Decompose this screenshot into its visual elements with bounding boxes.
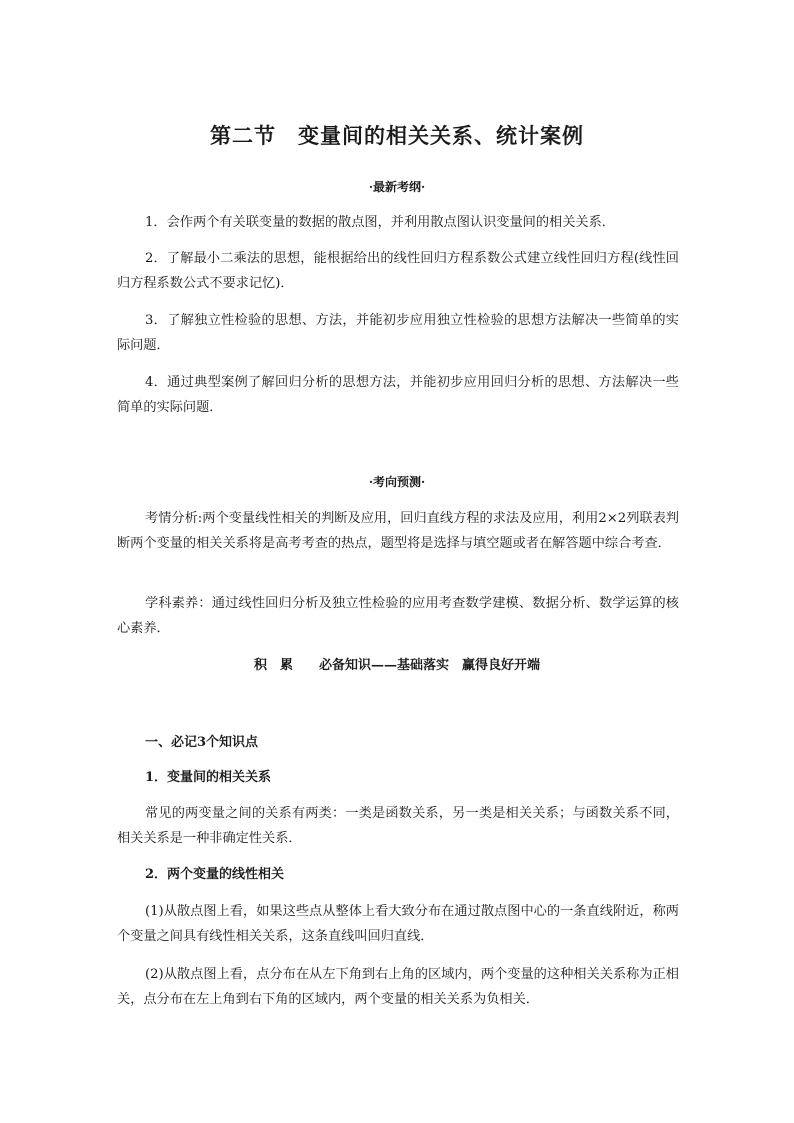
point2-text-2: (2)从散点图上看，点分布在从左下角到右上角的区域内，两个变量的这种相关关系称为正相关，点分布在左上角到右下角的区域内，两个变量的相关关系为负相关． <box>117 967 679 1007</box>
forecast-analysis: 考情分析:两个变量线性相关的判断及应用，回归直线方程的求法及应用，利用2×2列联表判断两个变量的相关关系将是高考考查的热点，题型将是选择与填空题或者在解答题中综合考查． <box>117 511 679 551</box>
page-title: 第二节 变量间的相关关系、统计案例 <box>210 123 584 148</box>
syllabus-heading: ·最新考纲· <box>368 180 426 194</box>
point1-title: 1．变量间的相关关系 <box>145 770 272 785</box>
forecast-literacy: 学科素养：通过线性回归分析及独立性检验的应用考查数学建模、数据分析、数学运算的核心素养． <box>117 596 679 636</box>
forecast-heading: ·考向预测· <box>368 475 426 489</box>
point2-title: 2．两个变量的线性相关 <box>145 867 285 882</box>
syllabus-item-3: 3．了解独立性检验的思想、方法，并能初步应用独立性检验的思想方法解决一些简单的实际问题． <box>117 313 679 353</box>
syllabus-item-2: 2．了解最小二乘法的思想，能根据给出的线性回归方程系数公式建立线性回归方程(线性回归方程系数公式不要求记忆)． <box>117 251 679 291</box>
knowledge-banner: 积 累 必备知识——基础落实 赢得良好开端 <box>253 658 540 673</box>
point1-text: 常见的两变量之间的关系有两类：一类是函数关系，另一类是相关关系；与函数关系不同，相关关系是一种非确定性关系． <box>117 806 679 846</box>
knowledge-heading: 一、必记3个知识点 <box>145 735 259 750</box>
point2-text-1: (1)从散点图上看，如果这些点从整体上看大致分布在通过散点图中心的一条直线附近，称两个变量之间具有线性相关关系，这条直线叫回归直线． <box>117 904 679 944</box>
syllabus-item-4: 4．通过典型案例了解回归分析的思想方法，并能初步应用回归分析的思想、方法解决一些简单的实际问题． <box>117 375 679 415</box>
syllabus-item-1: 1．会作两个有关联变量的数据的散点图，并利用散点图认识变量间的相关关系． <box>145 215 615 230</box>
